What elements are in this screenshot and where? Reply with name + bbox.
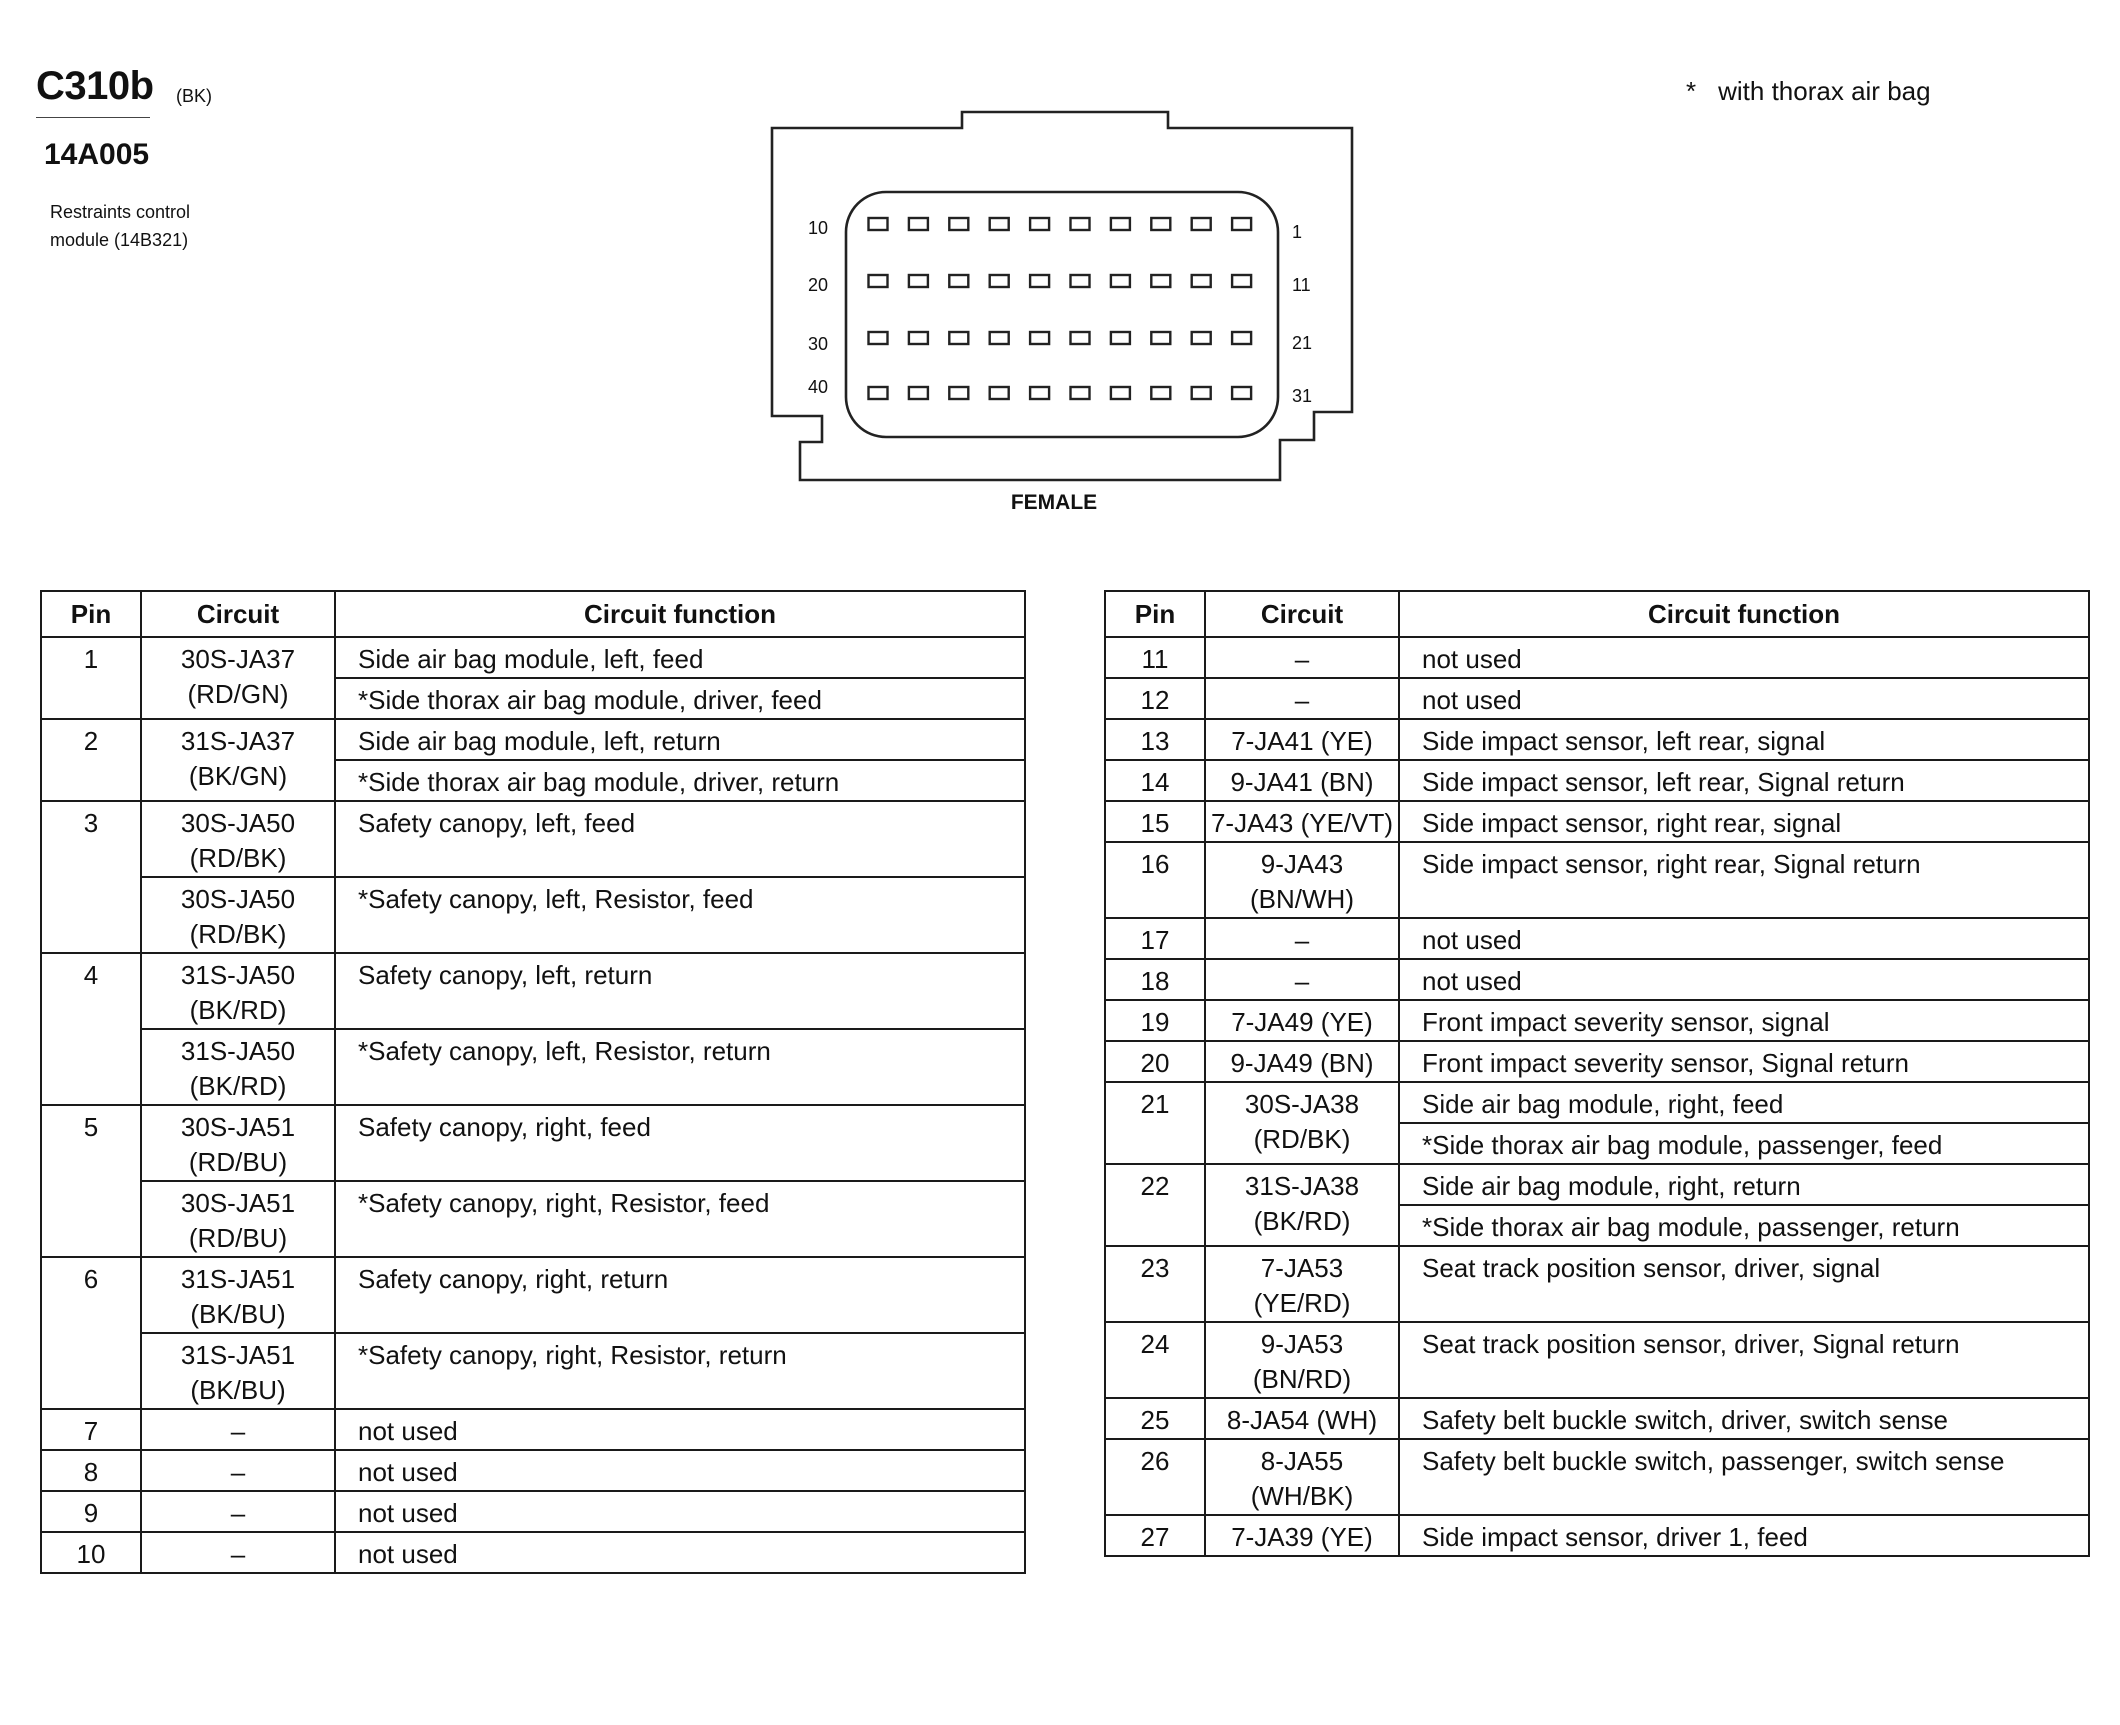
- pin-terminal: [1030, 332, 1049, 344]
- header-pin: Pin: [1105, 591, 1205, 637]
- circuit-line: (BK/GN): [188, 761, 288, 791]
- circuit-line: –: [230, 1498, 246, 1528]
- pin-number: 12: [1105, 678, 1205, 719]
- circuit-cell: [141, 1491, 335, 1532]
- description-line-2: module (14B321): [50, 230, 189, 250]
- circuit-line: 7-JA49 (YE): [1231, 1007, 1373, 1037]
- pin-terminal: [1192, 218, 1211, 230]
- circuit-line: 31S-JA50: [180, 1036, 296, 1066]
- circuit-line: 7-JA43 (YE/VT): [1210, 808, 1394, 838]
- row-label-21: 21: [1292, 333, 1313, 353]
- pin-terminal: [909, 218, 928, 230]
- title-underline: [36, 117, 150, 118]
- pin-number: 13: [1105, 719, 1205, 760]
- table-row: [41, 1532, 1025, 1573]
- circuit-function: Safety canopy, right, feed: [335, 1105, 1025, 1181]
- circuit-function: not used: [1399, 637, 2089, 678]
- table-row: [41, 1029, 1025, 1105]
- circuit-line: 30S-JA51: [180, 1112, 296, 1142]
- pin-terminal: [1030, 218, 1049, 230]
- circuit-function: *Safety canopy, right, Resistor, feed: [335, 1181, 1025, 1257]
- circuit-line: 30S-JA37: [180, 644, 296, 674]
- pin-number: 7: [41, 1409, 141, 1450]
- circuit-function: *Safety canopy, right, Resistor, return: [335, 1333, 1025, 1409]
- pin-terminal: [909, 275, 928, 287]
- pin-number: 1: [41, 637, 141, 719]
- circuit-function: not used: [335, 1491, 1025, 1532]
- circuit-line: (BK/RD): [1253, 1206, 1351, 1236]
- circuit-line: (BK/RD): [189, 1071, 287, 1101]
- circuit-function: Side impact sensor, left rear, Signal return: [1399, 760, 2089, 801]
- row-labels-left: [808, 218, 828, 397]
- circuit-line: 7-JA53: [1260, 1253, 1344, 1283]
- table-row: [41, 1409, 1025, 1450]
- header-pin: Pin: [41, 591, 141, 637]
- header-circuit: Circuit: [141, 591, 335, 637]
- pin-terminal: [1192, 275, 1211, 287]
- circuit-line: 30S-JA50: [180, 808, 296, 838]
- pin-terminal: [1232, 275, 1251, 287]
- table-row: [41, 719, 1025, 760]
- header-circuit-function: Circuit function: [1399, 591, 2089, 637]
- circuit-cell: [1205, 1164, 1399, 1246]
- table-row: [1105, 842, 2089, 918]
- row-label-20: 20: [807, 275, 829, 295]
- pin-terminal: [1071, 387, 1090, 399]
- circuit-line: –: [230, 1416, 246, 1446]
- table-header-row: [1105, 591, 2089, 637]
- circuit-line: 31S-JA38: [1244, 1171, 1360, 1201]
- connector-color: (BK): [176, 86, 212, 106]
- row-label-10: 10: [807, 218, 829, 238]
- pin-number: 11: [1105, 637, 1205, 678]
- circuit-cell: [141, 719, 335, 801]
- table-row: [1105, 1041, 2089, 1082]
- legend-symbol: *: [1686, 76, 1697, 106]
- table-row: [41, 1105, 1025, 1181]
- gender-label: FEMALE: [1010, 491, 1098, 514]
- circuit-cell: [1205, 1082, 1399, 1164]
- table-row: [41, 877, 1025, 953]
- pin-terminal: [949, 332, 968, 344]
- pin-terminal: [1071, 332, 1090, 344]
- pin-number: 6: [41, 1257, 141, 1409]
- pin-terminal: [1192, 387, 1211, 399]
- pin-number: 14: [1105, 760, 1205, 801]
- pin-terminal: [949, 275, 968, 287]
- circuit-cell: [1205, 678, 1399, 719]
- circuit-cell: [141, 1105, 335, 1181]
- pin-terminal: [1232, 218, 1251, 230]
- circuit-line: 31S-JA51: [180, 1264, 296, 1294]
- pin-number: 18: [1105, 959, 1205, 1000]
- table-row: [1105, 801, 2089, 842]
- circuit-cell: [1205, 1000, 1399, 1041]
- pin-terminal: [1071, 218, 1090, 230]
- pin-terminal: [869, 332, 888, 344]
- pin-terminal: [1111, 332, 1130, 344]
- circuit-line: (RD/BK): [189, 843, 287, 873]
- circuit-function: not used: [1399, 678, 2089, 719]
- circuit-line: 30S-JA51: [180, 1188, 296, 1218]
- circuit-line: –: [1294, 685, 1310, 715]
- circuit-cell: [1205, 801, 1399, 842]
- circuit-line: 8-JA55: [1260, 1446, 1344, 1476]
- circuit-line: –: [1294, 966, 1310, 996]
- table-row: [41, 801, 1025, 877]
- circuit-line: 30S-JA50: [180, 884, 296, 914]
- circuit-cell: [1205, 1398, 1399, 1439]
- circuit-function: Safety canopy, right, return: [335, 1257, 1025, 1333]
- circuit-cell: [1205, 637, 1399, 678]
- row-label-40: 40: [807, 377, 829, 397]
- connector-id: C310b: [36, 64, 154, 108]
- circuit-function: *Safety canopy, left, Resistor, feed: [335, 877, 1025, 953]
- circuit-line: (RD/BK): [189, 919, 287, 949]
- circuit-line: 9-JA43: [1260, 849, 1344, 879]
- circuit-cell: [141, 877, 335, 953]
- connector-cavity: [846, 192, 1278, 437]
- pin-terminal: [869, 275, 888, 287]
- pin-terminal: [1111, 218, 1130, 230]
- pin-terminal: [1232, 332, 1251, 344]
- circuit-function: Side impact sensor, right rear, signal: [1399, 801, 2089, 842]
- circuit-line: 9-JA41 (BN): [1230, 767, 1374, 797]
- circuit-function: Safety canopy, left, return: [335, 953, 1025, 1029]
- pin-number: 21: [1105, 1082, 1205, 1164]
- table-row: [1105, 959, 2089, 1000]
- circuit-line: (RD/BU): [188, 1147, 288, 1177]
- row-label-11: 11: [1292, 275, 1311, 295]
- table-row: [1105, 1164, 2089, 1205]
- pin-number: 26: [1105, 1439, 1205, 1515]
- circuit-line: –: [1294, 925, 1310, 955]
- pin-number: 19: [1105, 1000, 1205, 1041]
- pin-terminal: [949, 387, 968, 399]
- circuit-function: not used: [1399, 918, 2089, 959]
- circuit-line: (RD/GN): [187, 679, 289, 709]
- circuit-function: Side air bag module, right, return: [1399, 1164, 2089, 1205]
- circuit-cell: [1205, 760, 1399, 801]
- circuit-function: Front impact severity sensor, signal: [1399, 1000, 2089, 1041]
- table-row: [1105, 637, 2089, 678]
- circuit-line: –: [230, 1539, 246, 1569]
- circuit-line: 31S-JA50: [180, 960, 296, 990]
- circuit-line: 31S-JA37: [180, 726, 296, 756]
- circuit-line: (BN/RD): [1252, 1364, 1352, 1394]
- circuit-function: Side impact sensor, left rear, signal: [1399, 719, 2089, 760]
- connector-face-diagram: [760, 100, 1360, 530]
- circuit-cell: [141, 637, 335, 719]
- circuit-line: (BK/RD): [189, 995, 287, 1025]
- circuit-cell: [141, 1181, 335, 1257]
- circuit-cell: [141, 1450, 335, 1491]
- table-row: [41, 953, 1025, 1029]
- pin-number: 4: [41, 953, 141, 1105]
- circuit-cell: [1205, 1246, 1399, 1322]
- header-circuit: Circuit: [1205, 591, 1399, 637]
- legend: [1686, 76, 1931, 107]
- table-row: [1105, 1398, 2089, 1439]
- circuit-cell: [1205, 1041, 1399, 1082]
- table-row: [1105, 918, 2089, 959]
- circuit-line: (RD/BK): [1253, 1124, 1351, 1154]
- circuit-line: 7-JA39 (YE): [1231, 1522, 1373, 1552]
- pin-terminal: [1151, 332, 1170, 344]
- circuit-function: Side impact sensor, driver 1, feed: [1399, 1515, 2089, 1556]
- pin-terminal: [990, 275, 1009, 287]
- table-row: [41, 1491, 1025, 1532]
- circuit-function: *Safety canopy, left, Resistor, return: [335, 1029, 1025, 1105]
- circuit-function: Side air bag module, left, return: [335, 719, 1025, 760]
- circuit-function: Seat track position sensor, driver, Signal return: [1399, 1322, 2089, 1398]
- circuit-line: 9-JA53: [1260, 1329, 1344, 1359]
- circuit-cell: [1205, 719, 1399, 760]
- table-row: [41, 1450, 1025, 1491]
- pin-terminal: [990, 387, 1009, 399]
- circuit-function: *Side thorax air bag module, passenger, feed: [1399, 1123, 2089, 1164]
- circuit-function: Safety belt buckle switch, driver, switch sense: [1399, 1398, 2089, 1439]
- pin-number: 2: [41, 719, 141, 801]
- table-row: [1105, 1000, 2089, 1041]
- table-row: [1105, 1246, 2089, 1322]
- circuit-function: Safety canopy, left, feed: [335, 801, 1025, 877]
- circuit-line: 7-JA41 (YE): [1231, 726, 1373, 756]
- table-header-row: [41, 591, 1025, 637]
- pin-terminal: [1151, 218, 1170, 230]
- pin-number: 17: [1105, 918, 1205, 959]
- table-row: [1105, 1082, 2089, 1123]
- circuit-function: *Side thorax air bag module, driver, return: [335, 760, 1025, 801]
- circuit-cell: [1205, 1515, 1399, 1556]
- pin-grid: [869, 218, 1252, 399]
- table-row: [41, 1257, 1025, 1333]
- pin-terminal: [909, 387, 928, 399]
- header-circuit-function: Circuit function: [335, 591, 1025, 637]
- pin-number: 5: [41, 1105, 141, 1257]
- circuit-function: not used: [1399, 959, 2089, 1000]
- circuit-line: (BN/WH): [1250, 884, 1354, 914]
- pin-terminal: [1151, 387, 1170, 399]
- circuit-cell: [141, 1532, 335, 1573]
- circuit-line: –: [1294, 644, 1310, 674]
- pin-number: 20: [1105, 1041, 1205, 1082]
- circuit-function: *Side thorax air bag module, passenger, return: [1399, 1205, 2089, 1246]
- pin-terminal: [1232, 387, 1251, 399]
- row-label-1: 1: [1292, 222, 1303, 242]
- pin-number: 9: [41, 1491, 141, 1532]
- circuit-line: 9-JA49 (BN): [1230, 1048, 1374, 1078]
- circuit-function: Safety belt buckle switch, passenger, switch sense: [1399, 1439, 2089, 1515]
- module-description: [50, 198, 190, 254]
- circuit-line: (BK/BU): [190, 1375, 286, 1405]
- pin-terminal: [1030, 387, 1049, 399]
- circuit-function: not used: [335, 1450, 1025, 1491]
- pin-terminal: [1030, 275, 1049, 287]
- circuit-cell: [1205, 959, 1399, 1000]
- table-row: [1105, 1515, 2089, 1556]
- circuit-function: Side impact sensor, right rear, Signal return: [1399, 842, 2089, 918]
- row-label-31: 31: [1292, 386, 1313, 406]
- table-row: [1105, 678, 2089, 719]
- circuit-line: (BK/BU): [190, 1299, 286, 1329]
- circuit-cell: [141, 1029, 335, 1105]
- circuit-cell: [1205, 1322, 1399, 1398]
- pin-number: 16: [1105, 842, 1205, 918]
- table-row: [41, 1333, 1025, 1409]
- pin-number: 15: [1105, 801, 1205, 842]
- circuit-cell: [141, 953, 335, 1029]
- pin-terminal: [1111, 387, 1130, 399]
- circuit-cell: [1205, 1439, 1399, 1515]
- pin-terminal: [1192, 332, 1211, 344]
- pin-terminal: [949, 218, 968, 230]
- circuit-line: (WH/BK): [1250, 1481, 1354, 1511]
- circuit-function: *Side thorax air bag module, driver, feed: [335, 678, 1025, 719]
- part-number: 14A005: [44, 138, 150, 171]
- circuit-function: Side air bag module, left, feed: [335, 637, 1025, 678]
- circuit-cell: [141, 1257, 335, 1333]
- table-row: [1105, 1439, 2089, 1515]
- table-row: [41, 637, 1025, 678]
- circuit-cell: [141, 801, 335, 877]
- pin-terminal: [1071, 275, 1090, 287]
- circuit-line: (RD/BU): [188, 1223, 288, 1253]
- circuit-line: 30S-JA38: [1244, 1089, 1360, 1119]
- table-row: [1105, 760, 2089, 801]
- row-labels-right: [1292, 222, 1312, 406]
- pin-number: 23: [1105, 1246, 1205, 1322]
- circuit-function: not used: [335, 1532, 1025, 1573]
- pin-number: 3: [41, 801, 141, 953]
- pin-terminal: [869, 387, 888, 399]
- row-label-30: 30: [807, 334, 829, 354]
- circuit-cell: [141, 1409, 335, 1450]
- circuit-function: Side air bag module, right, feed: [1399, 1082, 2089, 1123]
- legend-text: with thorax air bag: [1718, 76, 1931, 106]
- pin-terminal: [1151, 275, 1170, 287]
- pin-terminal: [990, 332, 1009, 344]
- circuit-cell: [141, 1333, 335, 1409]
- circuit-line: 31S-JA51: [180, 1340, 296, 1370]
- description-line-1: Restraints control: [50, 202, 191, 222]
- table-row: [41, 1181, 1025, 1257]
- circuit-line: –: [230, 1457, 246, 1487]
- pin-terminal: [990, 218, 1009, 230]
- pin-table-left: [40, 590, 1026, 1574]
- pin-number: 25: [1105, 1398, 1205, 1439]
- table-row: [1105, 1322, 2089, 1398]
- circuit-cell: [1205, 918, 1399, 959]
- pin-table-right: [1104, 590, 2090, 1557]
- circuit-cell: [1205, 842, 1399, 918]
- table-row: [1105, 719, 2089, 760]
- pin-terminal: [1111, 275, 1130, 287]
- pin-number: 27: [1105, 1515, 1205, 1556]
- circuit-function: Front impact severity sensor, Signal return: [1399, 1041, 2089, 1082]
- circuit-function: Seat track position sensor, driver, signal: [1399, 1246, 2089, 1322]
- pin-number: 22: [1105, 1164, 1205, 1246]
- circuit-function: not used: [335, 1409, 1025, 1450]
- circuit-line: 8-JA54 (WH): [1226, 1405, 1378, 1435]
- pin-number: 10: [41, 1532, 141, 1573]
- circuit-line: (YE/RD): [1253, 1288, 1351, 1318]
- pin-terminal: [869, 218, 888, 230]
- pin-number: 24: [1105, 1322, 1205, 1398]
- pin-terminal: [909, 332, 928, 344]
- pin-number: 8: [41, 1450, 141, 1491]
